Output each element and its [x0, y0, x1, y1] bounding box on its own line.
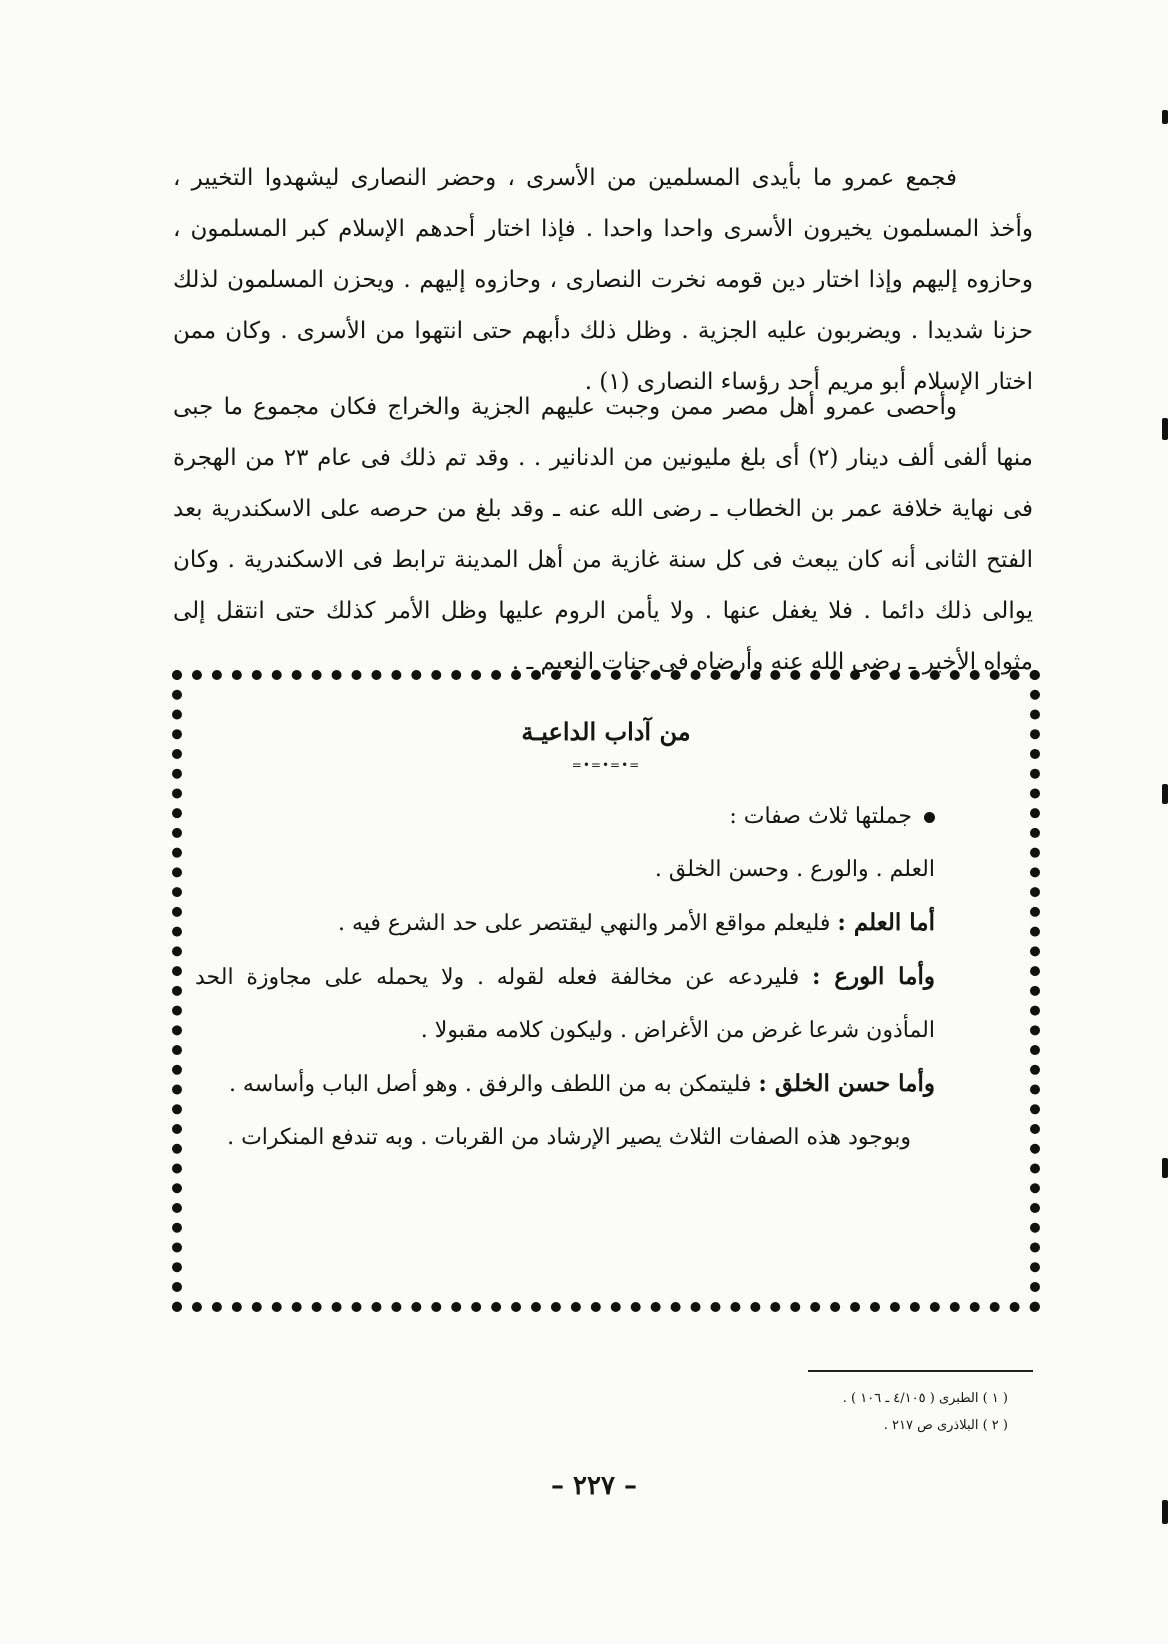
box-title: من آداب الداعيـة — [521, 717, 691, 746]
title-ornament: =•=•=•= — [571, 758, 641, 772]
bullet-icon — [924, 812, 935, 823]
scan-edge-mark — [1162, 784, 1168, 804]
body-paragraph-2 — [173, 382, 1033, 688]
intro-text: جملتها ثلاث صفات : — [729, 804, 912, 829]
scan-edge-mark — [1162, 418, 1168, 440]
item-text: فليعلم مواقع الأمر والنهي ليقتصر على حد الشرع فيه . — [337, 911, 838, 936]
item-character — [195, 1057, 935, 1111]
item-text: فليردعه عن مخالفة فعله لقوله . ولا يحمله على مجاوزة الحد المأذون شرعا غرض من الأغراض . وليكون كلامه مقبولا . — [195, 965, 935, 1043]
scan-edge-mark — [1162, 1158, 1168, 1178]
paragraph-text: فجمع عمرو ما بأيدى المسلمين من الأسرى ، وحضر النصارى ليشهدوا التخيير ، وأخذ المسلمون يخيرون الأسرى واحدا واحدا . فإذا اختار أحدهم الإسلام كبر المسلمون ، وحازوه إليهم وإذا اختار دين قومه نخرت النصارى ، وحازوه إليهم . ويحزن المسلمون لذلك حزنا شديدا . ويضربون عليه الجزية . وظل ذلك دأبهم حتى انتهوا من الأسرى . وكان ممن اختار الإسلام أبو مريم أحد رؤساء النصارى (١) . — [173, 165, 1033, 395]
scan-edge-mark — [1162, 110, 1168, 124]
footnote-rule — [808, 1370, 1033, 1372]
footnote-2: ( ٢ ) البلاذرى ص ٢١٧ . — [883, 1418, 1008, 1433]
item-label: وأما حسن الخلق : — [758, 1070, 935, 1097]
intro-line — [195, 790, 935, 843]
item-label: أما العلم : — [837, 909, 935, 936]
page-number: – ٢٢٧ – — [550, 1471, 638, 1501]
body-paragraph-1 — [173, 153, 1033, 408]
footnotes — [708, 1385, 1008, 1439]
summary-line: العلم . والورع . وحسن الخلق . — [654, 857, 935, 882]
paragraph-text: وأحصى عمرو أهل مصر ممن وجبت عليهم الجزية والخراج فكان مجموع ما جبى منها ألفى ألف دينار (٢) أى بلغ مليونين من الدنانير . . وقد تم ذلك فى عام ٢٣ من الهجرة فى نهاية خلافة عمر بن الخطاب ـ رضى الله عنه ـ وقد بلغ من حرصه على الاسكندرية بعد الفتح الثانى أنه كان يبعث فى كل سنة غازية من أهل المدينة ترابط فى الاسكندرية . وكان يوالى ذلك دائما . فلا يغفل عنها . ولا يأمن الروم عليها وظل الأمر كذلك حتى انتقل إلى مثواه الأخير ـ رضى الله عنه وأرضاه فى جنات النعيم ـ . — [173, 394, 1033, 675]
dotted-frame-box — [172, 670, 1040, 1312]
item-piety — [195, 950, 935, 1057]
item-knowledge — [195, 896, 935, 950]
box-body — [195, 790, 935, 1164]
scan-edge-mark — [1162, 1500, 1168, 1524]
item-text: فليتمكن به من اللطف والرفق . وهو أصل الباب وأساسه . — [228, 1072, 759, 1097]
footnote-1: ( ١ ) الطبرى ( ٤/١٠٥ ـ ١٠٦ ) . — [842, 1391, 1008, 1406]
item-label: وأما الورع : — [811, 963, 935, 990]
closing-line: وبوجود هذه الصفات الثلاث يصير الإرشاد من القربات . وبه تندفع المنكرات . — [227, 1125, 911, 1150]
